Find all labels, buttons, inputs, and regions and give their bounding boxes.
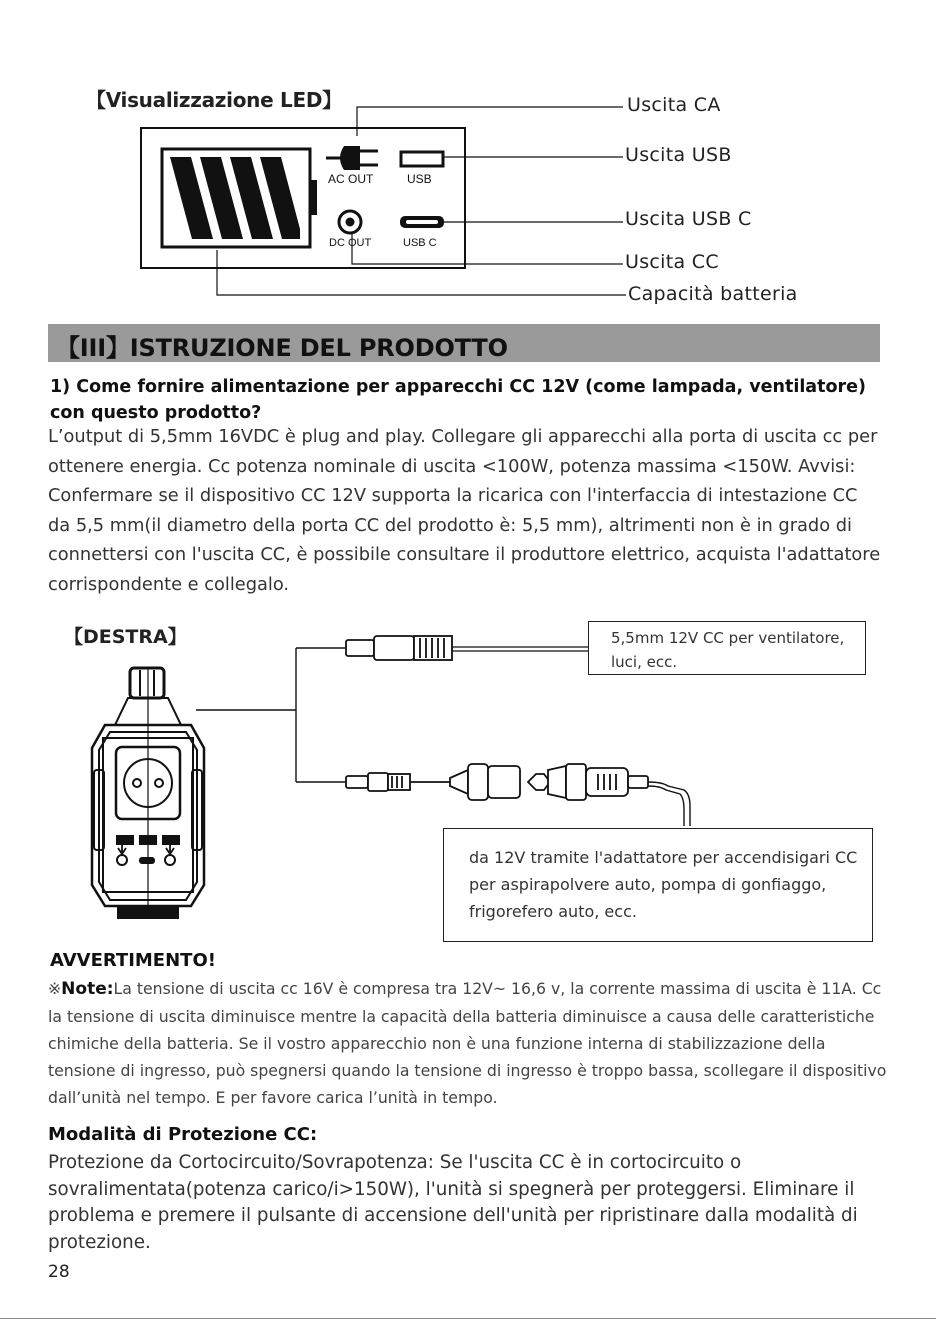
usb-label: USB	[407, 172, 432, 186]
destra-title: 【DESTRA】	[64, 626, 187, 648]
callout-usb-output: Uscita USB	[625, 144, 732, 166]
callout-ac-output: Uscita CA	[627, 94, 721, 116]
callout-dc-output: Uscita CC	[625, 251, 719, 273]
dc-plug-connector	[346, 636, 452, 660]
note-symbol: ※	[48, 979, 62, 998]
power-station-device	[92, 668, 204, 918]
usb-port-icon	[401, 152, 443, 166]
car-socket-adapter	[346, 764, 520, 800]
usb-c-label: USB C	[403, 237, 437, 249]
warning-title: AVVERTIMENTO!	[50, 950, 216, 971]
warning-text: La tensione di uscita cc 16V è compresa tra 12V~ 16,6 v, la corrente massima di uscita è 11A. Cc la tensione di uscita diminuisce mentre la capacità della batteria diminuisce a causa delle caratteristiche chimiche della batteria. Se il vostro apparecchio non è una funzione interna di stabilizzazione della tensione di ingresso, può spegnersi quando la tensione di ingresso è troppo bassa, scollegare il dispositivo dall’unità nel tempo. E per favore carica l’unità in tempo.	[48, 979, 887, 1107]
box2-text: da 12V tramite l'adattatore per accendisigari CC per aspirapolvere auto, pompa di gonfiaggo, frigorefero auto, ecc.	[469, 848, 858, 921]
protection-text: Protezione da Cortocircuito/Sovrapotenza: Se l'uscita CC è in cortocircuito o sovralimentata(potenza carico/i>150W), l'unità si spegnerà per proteggersi. Eliminare il problema e premere il pulsante di accensione dell'unità per ripristinare dalla modalità di protezione.	[48, 1152, 858, 1253]
ac-plug-icon	[326, 146, 378, 170]
section-title: 【III】ISTRUZIONE DEL PRODOTTO	[56, 334, 508, 362]
dc-fan-lights-info-box	[588, 621, 866, 675]
car-adapter-info-box	[443, 828, 873, 942]
battery-terminal	[310, 180, 317, 215]
question-title: 1) Come fornire alimentazione per apparecchi CC 12V (come lampada, ventilatore) con questo prodotto?	[50, 377, 867, 423]
dc-out-label: DC OUT	[329, 237, 372, 249]
protection-title: Modalità di Protezione CC:	[48, 1124, 318, 1145]
callout-usbc-output: Uscita USB C	[625, 208, 752, 230]
callout-battery-capacity: Capacità batteria	[628, 283, 798, 305]
question-paragraph: L’output di 5,5mm 16VDC è plug and play. Collegare gli apparecchi alla porta di uscita cc per ottenere energia. Cc potenza nominale di uscita <100W, potenza massima <150W. Avvisi: Confermare se il dispositivo CC 12V supporta la ricarica con l'interfaccia di intestazione CC da 5,5 mm(il diametro della porta CC del prodotto è: 5,5 mm), altrimenti non è in grado di connettersi con l'uscita CC, è possibile consultare il produttore elettrico, acquista l'adattatore corrispondente e collegalo.	[48, 426, 881, 595]
bottom-rule	[0, 1318, 936, 1319]
cigarette-lighter-plug	[528, 764, 648, 800]
warning-note	[48, 975, 888, 1111]
box1-text: 5,5mm 12V CC per ventilatore, luci, ecc.	[611, 629, 845, 671]
note-label: Note:	[61, 979, 114, 999]
led-section-title: 【Visualizzazione LED】	[86, 88, 342, 112]
page-number: 28	[48, 1262, 70, 1282]
ac-out-label: AC OUT	[328, 172, 374, 186]
